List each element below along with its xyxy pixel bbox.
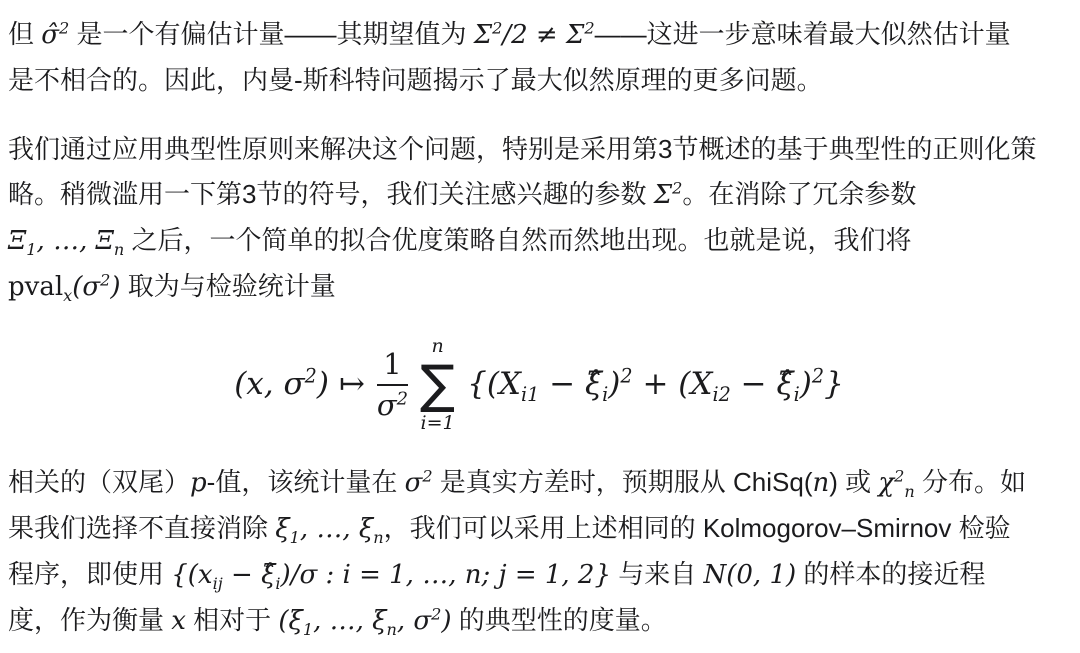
text-segment: 是真实方差时，预期服从 ChiSq( (432, 466, 813, 497)
math-segment: n (812, 467, 830, 498)
text-segment: 相关的（双尾） (8, 466, 191, 497)
display-equation (8, 336, 1070, 434)
text-segment: 度，作为衡量 (8, 604, 172, 635)
summation-sigma-symbol: ∑ (420, 354, 456, 415)
equation-rhs: {($X_{i1}$ − $\xî_i)^2 + (X_{i2}$ − $\xî_i)^2$} (467, 364, 844, 407)
text-segment: 。在消除了冗余参数 (682, 179, 917, 209)
text-segment: 与来自 (611, 558, 704, 589)
math-segment: $\xi_1$, …, $\xi_n$ (275, 513, 384, 547)
math-segment: {($x_{ij}$ − $\xî_i)/\sigma$ : i = 1, …, n; j = 1, 2} (171, 559, 612, 593)
text-line (8, 127, 1070, 172)
text-segment: 是不相合的。因此，内曼-斯科特问题揭示了最大似然原理的更多问题。 (8, 65, 823, 95)
math-segment: $\sigma^2$ (404, 466, 433, 498)
text-segment: ) 或 (829, 466, 879, 497)
summation-upper-limit: n (431, 335, 444, 357)
text-segment: 略。稍微滥用一下第3节的符号，我们关注感兴趣的参数 (8, 179, 654, 209)
paragraph-biased-estimator (8, 12, 1070, 103)
math-segment: p (190, 467, 207, 498)
equation-summation (420, 336, 455, 434)
fraction-denominator: $\sigma^2$ (376, 387, 409, 422)
paragraph-pvalue-distribution (8, 460, 1070, 644)
text-line (8, 218, 1070, 264)
text-line (8, 58, 1070, 103)
paragraph-typicality-principle (8, 127, 1070, 310)
text-segment: 是一个有偏估计量——其期望值为 (69, 19, 474, 49)
text-segment: -值，该统计量在 (206, 466, 405, 497)
math-segment: x (171, 605, 186, 636)
text-segment: 的样本的接近程 (796, 558, 986, 589)
text-segment: 程序，即使用 (8, 558, 172, 589)
text-line (8, 552, 1070, 598)
summation-lower-limit: i=1 (420, 411, 455, 434)
text-segment: 之后，一个简单的拟合优度策略自然而然地出现。也就是说，我们将 (124, 225, 912, 255)
math-segment: ($\xi_1$, …, $\xi_n$, $\sigma^2$) (278, 604, 452, 639)
text-segment: 分布。如 (914, 466, 1026, 497)
text-segment: ，我们可以采用上述相同的 Kolmogorov–Smirnov 检验 (383, 512, 1011, 543)
text-segment: 但 (8, 19, 42, 49)
text-line (8, 460, 1070, 506)
math-segment: σ̂$^2$ (41, 18, 70, 50)
text-segment: 的典型性的度量。 (451, 604, 667, 635)
text-segment: 相对于 (185, 604, 279, 635)
fraction-numerator: 1 (377, 348, 407, 386)
math-segment: pval (8, 272, 64, 302)
equation-fraction (377, 348, 408, 423)
text-segment: 我们通过应用典型性原则来解决这个问题，特别是采用第3节概述的基于典型性的正则化策 (8, 134, 1037, 164)
text-line (8, 506, 1070, 552)
text-segment: 果我们选择不直接消除 (8, 512, 276, 543)
math-segment: $\chi^2_n$ (878, 466, 915, 501)
math-segment: $\Sigma^2$ (653, 178, 683, 210)
math-segment: N(0, 1) (703, 559, 797, 590)
text-segment: 取为与检验统计量 (120, 271, 336, 301)
math-segment: $_x(\sigma^2)$ (63, 270, 121, 306)
text-line (8, 12, 1070, 58)
text-segment: ——这进一步意味着最大似然估计量 (594, 19, 1011, 49)
math-segment: $\Sigma^2/2 \ne \Sigma^2$ (473, 18, 595, 50)
text-line (8, 264, 1070, 310)
text-line (8, 172, 1070, 218)
math-segment: $\Xi_1$, …, $\Xi_n$ (8, 226, 125, 260)
text-line (8, 598, 1070, 644)
equation-lhs: (x, $\sigma^2$) ↦ (234, 364, 365, 403)
